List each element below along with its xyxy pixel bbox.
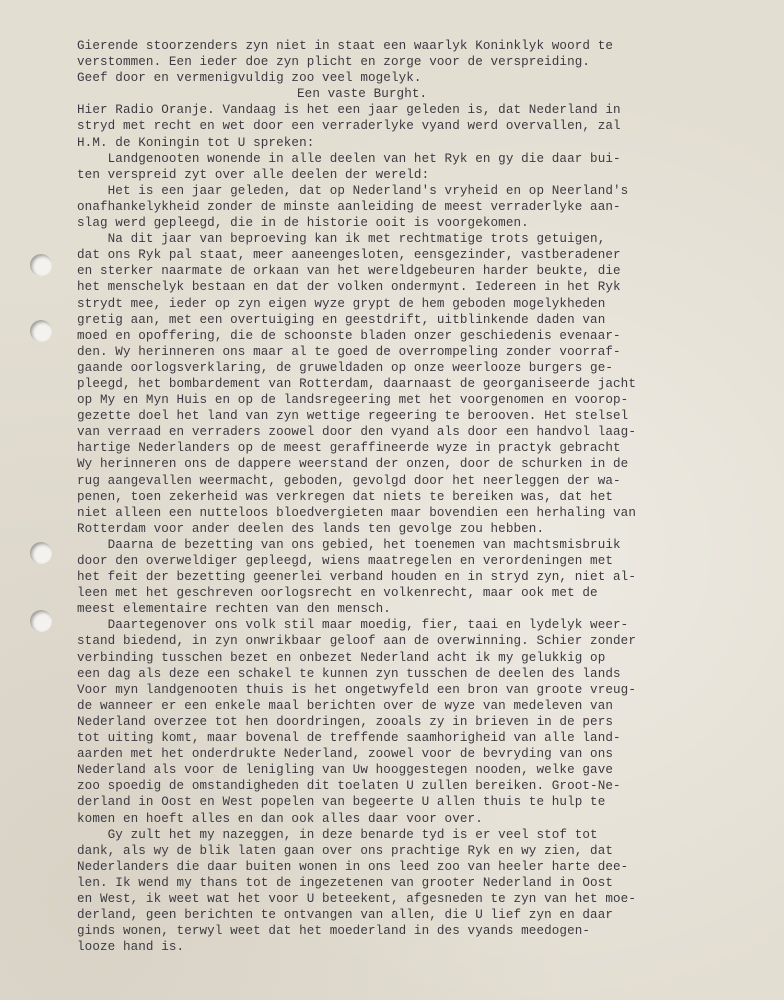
text-line: aarden met het onderdrukte Nederland, zoowel voor de bevryding van ons xyxy=(77,747,614,762)
typed-text-block xyxy=(77,38,749,955)
text-line: Voor myn landgenooten thuis is het ongetwyfeld een bron van groote vreug- xyxy=(77,682,636,697)
text-line: en West, ik weet wat het voor U beteekent, afgesneden te zyn van het moe- xyxy=(77,891,636,906)
text-line: Nederland overzee tot hen doordringen, zooals zy in brieven in de pers xyxy=(77,714,614,729)
text-line: door den overweldiger gepleegd, wiens maatregelen en verordeningen met xyxy=(77,554,614,568)
text-line: stand biedend, in zyn onwrikbaar geloof aan de overwinning. Schier zonder xyxy=(77,634,636,649)
text-line: Na dit jaar van beproeving kan ik met rechtmatige trots getuigen, xyxy=(77,232,606,247)
text-line: derland in Oost en West popelen van begeerte U allen thuis te hulp te xyxy=(77,795,606,810)
text-line: verbinding tusschen bezet en onbezet Nederland acht ik my gelukkig op xyxy=(77,650,606,665)
text-line: meest elementaire rechten van den mensch. xyxy=(77,602,391,617)
punch-hole xyxy=(30,610,52,632)
text-line: Rotterdam voor ander deelen des lands ten gevolge zou hebben. xyxy=(77,521,545,536)
text-line: pleegd, het bombardement van Rotterdam, daarnaast de georganiseerde jacht xyxy=(77,376,636,391)
punch-hole xyxy=(30,254,52,276)
text-line: komen en hoeft alles en dan ook alles daar voor over. xyxy=(77,811,483,826)
text-line: op My en Myn Huis en op de landsregeering met het voorgenomen en voorop- xyxy=(77,393,629,408)
text-line: ten verspreid zyt over alle deelen der wereld: xyxy=(77,167,430,182)
text-line: de wanneer er een enkele maal berichten over de wyze van medeleven van xyxy=(77,698,614,713)
document-heading: Een vaste Burght. xyxy=(297,87,428,102)
text-line: een dag als deze een schakel te kunnen zyn tusschen de deelen des lands xyxy=(77,666,621,681)
text-line: van verraad en verraders zoowel door den vyand als door een handvol laag- xyxy=(77,425,636,440)
text-line: gaande oorlogsverklaring, de gruweldaden op onze weerlooze burgers ge- xyxy=(77,360,614,375)
text-line: moed en opoffering, die de schoonste bladen onzer geschiedenis evenaar- xyxy=(77,328,621,343)
punch-hole xyxy=(30,320,52,342)
text-line: Geef door en vermenigvuldig zoo veel mogelyk. xyxy=(77,71,422,86)
punch-hole xyxy=(30,542,52,564)
text-line: dank, als wy de blik laten gaan over ons prachtige Ryk en wy zien, dat xyxy=(77,843,614,858)
text-line: zoo spoedig de omstandigheden dit toelaten U zullen bereiken. Groot-Ne- xyxy=(77,779,621,794)
text-line: hartige Nederlanders op de meest geraffineerde wyze in practyk gebracht xyxy=(77,441,621,456)
text-line: niet alleen een nutteloos bloedvergieten maar bovendien een herhaling van xyxy=(77,505,636,520)
text-line: gretig aan, met een overtuiging en geestdrift, uitblinkende daden van xyxy=(77,312,606,327)
body-text xyxy=(77,102,749,955)
text-line: Het is een jaar geleden, dat op Nederland's vryheid en op Neerland's xyxy=(77,183,629,198)
text-line: en sterker naarmate de orkaan van het wereldgebeuren harder beukte, die xyxy=(77,264,621,279)
text-line: looze hand is. xyxy=(77,940,185,955)
text-line: Landgenooten wonende in alle deelen van het Ryk en gy die daar bui- xyxy=(77,151,621,166)
text-line: leen met het geschreven oorlogsrecht en volkenrecht, maar ook met de xyxy=(77,586,598,601)
text-line: gezette doel het land van zyn wettige regeering te berooven. Het stelsel xyxy=(77,409,629,424)
text-line: dat ons Ryk pal staat, meer aaneengesloten, eensgezinder, vastberadener xyxy=(77,248,621,263)
text-line: Gierende stoorzenders zyn niet in staat een waarlyk Koninklyk woord te xyxy=(77,39,614,53)
text-line: den. Wy herinneren ons maar al te goed de overrompeling zonder voorraf- xyxy=(77,344,621,359)
text-line: penen, toen zekerheid was verkregen dat niets te bereiken was, dat het xyxy=(77,489,614,504)
text-line: Nederlanders die daar buiten wonen in ons leed zoo van heeler harte dee- xyxy=(77,859,629,874)
text-line: tot uiting komt, maar bovenal de treffende saamhorigheid van alle land- xyxy=(77,731,621,746)
text-line: derland, geen berichten te ontvangen van allen, die U lief zyn en daar xyxy=(77,908,614,923)
text-line: H.M. de Koningin tot U spreken: xyxy=(77,135,315,150)
text-line: het feit der bezetting geenerlei verband houden en in stryd zyn, niet al- xyxy=(77,570,636,585)
text-line: Hier Radio Oranje. Vandaag is het een jaar geleden is, dat Nederland in xyxy=(77,103,621,118)
text-line: Wy herinneren ons de dappere weerstand der onzen, door de schurken in de xyxy=(77,457,629,472)
text-line: verstommen. Een ieder doe zyn plicht en zorge voor de verspreiding. xyxy=(77,55,591,70)
text-line: Daartegenover ons volk stil maar moedig, fier, taai en lydelyk weer- xyxy=(77,618,629,633)
text-line: het menschelyk bestaan en dat der volken ondermynt. Iedereen in het Ryk xyxy=(77,280,621,295)
text-line: Nederland als voor de lenigling van Uw hooggestegen nooden, welke gave xyxy=(77,763,614,778)
text-line: Gy zult het my nazeggen, in deze benarde tyd is er veel stof tot xyxy=(77,827,598,842)
text-line: len. Ik wend my thans tot de ingezetenen van grooter Nederland in Oost xyxy=(77,875,614,890)
text-line: Daarna de bezetting van ons gebied, het toenemen van machtsmisbruik xyxy=(77,537,621,552)
text-line: rug aangevallen weermacht, geboden, gevolgd door het neerleggen der wa- xyxy=(77,473,621,488)
text-line: ginds wonen, terwyl weet dat het moederland in des vyands meedogen- xyxy=(77,924,591,939)
text-line: stryd met recht en wet door een verraderlyke vyand werd overvallen, zal xyxy=(77,119,621,134)
text-line: onafhankelykheid zonder de minste aanleiding de meest verraderlyke aan- xyxy=(77,199,621,214)
text-line: slag werd gepleegd, die in de historie ooit is voorgekomen. xyxy=(77,216,529,231)
text-line: strydt mee, ieder op zyn eigen wyze grypt de hem geboden mogelykheden xyxy=(77,296,606,311)
